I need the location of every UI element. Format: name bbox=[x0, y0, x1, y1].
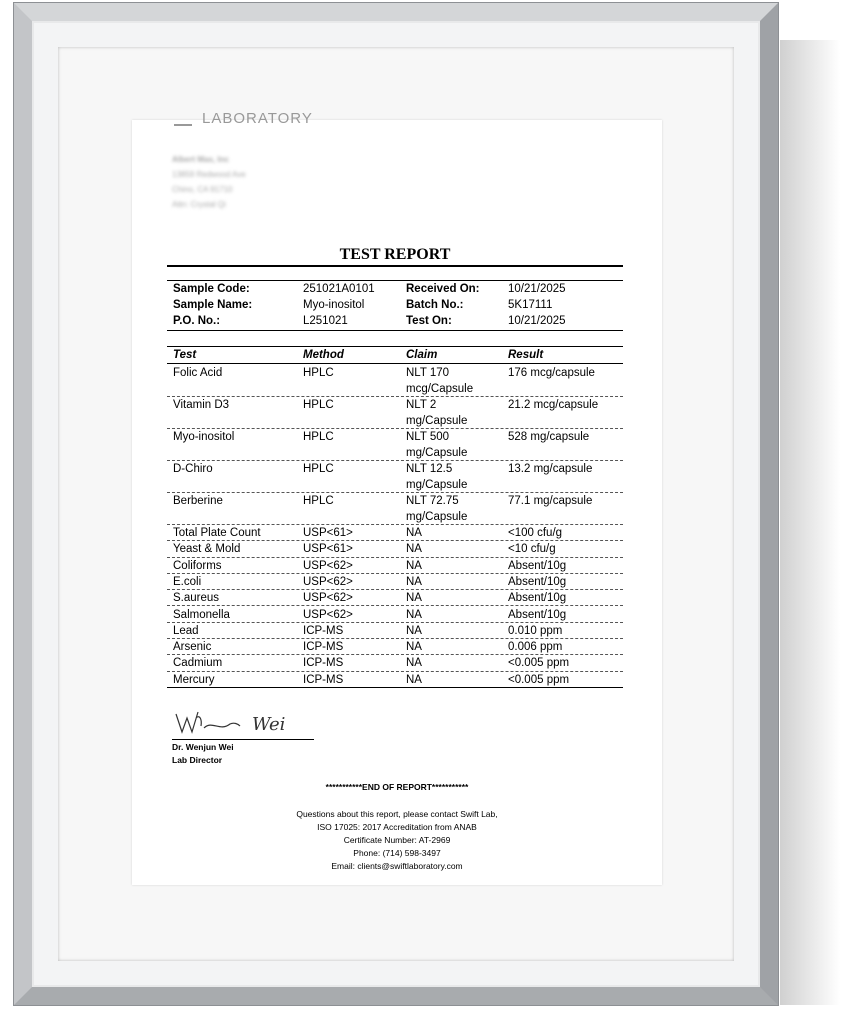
cell-method: ICP-MS bbox=[303, 624, 344, 637]
cell-method: HPLC bbox=[303, 367, 334, 379]
cell-claim bbox=[406, 429, 467, 461]
cell-claim bbox=[406, 461, 467, 493]
claim-line: NA bbox=[406, 624, 422, 637]
cell-result: Absent/10g bbox=[508, 559, 567, 572]
cell-test: Lead bbox=[173, 624, 199, 637]
signatory-name: Dr. Wenjun Wei bbox=[172, 742, 234, 752]
claim-line: NA bbox=[406, 641, 422, 654]
sample-code-value: 251021A0101 bbox=[303, 283, 375, 295]
cell-test: Mercury bbox=[173, 673, 215, 686]
table-row bbox=[167, 655, 623, 671]
end-of-report: ***********END OF REPORT*********** bbox=[325, 782, 469, 792]
cell-method: USP<62> bbox=[303, 592, 353, 605]
cell-result: <10 cfu/g bbox=[508, 543, 556, 556]
client-address-block bbox=[172, 152, 246, 212]
claim-line: NLT 2 bbox=[406, 399, 437, 411]
cell-test: D-Chiro bbox=[173, 463, 213, 475]
cell-test: Berberine bbox=[173, 495, 223, 507]
sample-code-label: Sample Code: bbox=[173, 283, 250, 295]
claim-line: mg/Capsule bbox=[406, 479, 468, 491]
cell-result: 176 mcg/capsule bbox=[508, 367, 595, 379]
cell-test: Total Plate Count bbox=[173, 527, 261, 539]
cell-claim bbox=[406, 623, 422, 639]
cell-method: USP<61> bbox=[303, 543, 353, 556]
lab-logo-text: LABORATORY bbox=[202, 110, 313, 127]
cell-result: 21.2 mcg/capsule bbox=[508, 399, 599, 411]
claim-line: NA bbox=[406, 575, 422, 588]
sample-name-value: Myo-inositol bbox=[303, 299, 365, 311]
claim-line: NLT 12.5 bbox=[406, 463, 453, 475]
cell-claim bbox=[406, 365, 473, 397]
cell-result: <0.005 ppm bbox=[508, 673, 570, 686]
cell-claim bbox=[406, 493, 467, 525]
table-header-row bbox=[167, 347, 623, 364]
cell-result: Absent/10g bbox=[508, 608, 567, 621]
cell-result: <0.005 ppm bbox=[508, 657, 570, 670]
footer-line: Phone: (714) 598-3497 bbox=[353, 848, 441, 858]
table-row bbox=[167, 623, 623, 639]
cell-claim bbox=[406, 672, 422, 688]
footer-line: Questions about this report, please contact Swift Lab, bbox=[296, 809, 498, 819]
table-row bbox=[167, 461, 623, 493]
table-row bbox=[167, 574, 623, 590]
signatory-role: Lab Director bbox=[172, 755, 223, 765]
svg-text:Wei: Wei bbox=[252, 714, 286, 735]
wall-shadow bbox=[780, 40, 840, 1005]
cell-result: 528 mg/capsule bbox=[508, 431, 590, 443]
column-header-method: Method bbox=[303, 349, 344, 361]
claim-line: mcg/Capsule bbox=[406, 383, 474, 395]
batch-no-value: 5K17111 bbox=[508, 299, 553, 311]
title-divider bbox=[167, 265, 623, 267]
table-row bbox=[167, 493, 623, 525]
address-line: Chino, CA 91710 bbox=[172, 185, 233, 194]
cell-test: Vitamin D3 bbox=[173, 399, 230, 411]
claim-line: NA bbox=[406, 608, 422, 621]
cell-test: S.aureus bbox=[173, 592, 220, 605]
claim-line: NA bbox=[406, 592, 422, 605]
cell-result: 13.2 mg/capsule bbox=[508, 463, 593, 475]
cell-result: 0.010 ppm bbox=[508, 624, 563, 637]
claim-line: NA bbox=[406, 673, 422, 686]
cell-method: USP<62> bbox=[303, 559, 353, 572]
cell-result: <100 cfu/g bbox=[508, 527, 563, 539]
sample-name-label: Sample Name: bbox=[173, 299, 253, 311]
claim-line: mg/Capsule bbox=[406, 447, 468, 459]
footer-line: Certificate Number: AT-2969 bbox=[343, 835, 451, 845]
table-row bbox=[167, 397, 623, 429]
table-row bbox=[167, 590, 623, 606]
claim-line: NA bbox=[406, 559, 422, 572]
cell-claim bbox=[406, 655, 422, 671]
cell-test: Myo-inositol bbox=[173, 431, 235, 443]
cell-result: Absent/10g bbox=[508, 575, 567, 588]
po-no-value: L251021 bbox=[303, 315, 348, 327]
po-no-label: P.O. No.: bbox=[173, 315, 221, 327]
table-row bbox=[167, 558, 623, 574]
column-header-result: Result bbox=[508, 349, 544, 361]
cell-claim bbox=[406, 397, 467, 429]
cell-method: HPLC bbox=[303, 463, 334, 475]
claim-line: NA bbox=[406, 657, 422, 670]
table-row bbox=[167, 429, 623, 461]
cell-method: ICP-MS bbox=[303, 641, 344, 654]
table-row bbox=[167, 365, 623, 397]
cell-claim bbox=[406, 607, 422, 623]
report-title: TEST REPORT bbox=[339, 246, 451, 263]
cell-test: E.coli bbox=[173, 575, 202, 588]
address-line: Albert Max, Inc bbox=[172, 155, 229, 164]
test-report-document bbox=[132, 110, 662, 885]
lab-logo-icon bbox=[174, 116, 192, 126]
table-row bbox=[167, 541, 623, 557]
footer-line: Email: clients@swiftlaboratory.com bbox=[331, 861, 463, 871]
address-line: Attn: Crystal Qi bbox=[172, 200, 226, 209]
cell-method: USP<62> bbox=[303, 575, 353, 588]
cell-claim bbox=[406, 558, 422, 574]
cell-claim bbox=[406, 574, 422, 590]
claim-line: NA bbox=[406, 527, 422, 539]
cell-claim bbox=[406, 590, 422, 606]
cell-test: Coliforms bbox=[173, 559, 222, 572]
table-row bbox=[167, 672, 623, 688]
signature-line bbox=[172, 739, 314, 740]
cell-test: Arsenic bbox=[173, 641, 212, 654]
cell-method: USP<61> bbox=[303, 527, 353, 539]
cell-method: HPLC bbox=[303, 495, 334, 507]
address-line: 13859 Redwood Ave bbox=[172, 170, 246, 179]
cell-test: Yeast & Mold bbox=[173, 543, 241, 556]
cell-claim bbox=[406, 639, 422, 655]
cell-test: Salmonella bbox=[173, 608, 230, 621]
claim-line: NLT 170 bbox=[406, 367, 450, 379]
cell-method: USP<62> bbox=[303, 608, 353, 621]
cell-test: Cadmium bbox=[173, 657, 223, 670]
claim-line: NLT 500 bbox=[406, 431, 450, 443]
received-on-label: Received On: bbox=[406, 283, 480, 295]
received-on-value: 10/21/2025 bbox=[508, 283, 566, 295]
meta-bottom-divider bbox=[167, 330, 623, 331]
cell-result: 0.006 ppm bbox=[508, 641, 563, 654]
claim-line: mg/Capsule bbox=[406, 511, 468, 523]
cell-method: HPLC bbox=[303, 431, 334, 443]
cell-result: Absent/10g bbox=[508, 592, 567, 605]
cell-test: Folic Acid bbox=[173, 367, 223, 379]
cell-claim bbox=[406, 541, 422, 557]
cell-method: HPLC bbox=[303, 399, 334, 411]
claim-line: mg/Capsule bbox=[406, 415, 468, 427]
cell-result: 77.1 mg/capsule bbox=[508, 495, 593, 507]
cell-claim bbox=[406, 525, 422, 541]
cell-method: ICP-MS bbox=[303, 673, 344, 686]
table-row bbox=[167, 607, 623, 623]
claim-line: NLT 72.75 bbox=[406, 495, 459, 507]
column-header-claim: Claim bbox=[406, 349, 438, 361]
claim-line: NA bbox=[406, 543, 422, 556]
cell-method: ICP-MS bbox=[303, 657, 344, 670]
table-row bbox=[167, 525, 623, 541]
table-row bbox=[167, 639, 623, 655]
column-header-test: Test bbox=[173, 349, 197, 361]
test-on-value: 10/21/2025 bbox=[508, 315, 566, 327]
batch-no-label: Batch No.: bbox=[406, 299, 464, 311]
footer-line: ISO 17025: 2017 Accreditation from ANAB bbox=[317, 822, 477, 832]
handwritten-signature bbox=[174, 706, 314, 738]
test-on-label: Test On: bbox=[406, 315, 452, 327]
